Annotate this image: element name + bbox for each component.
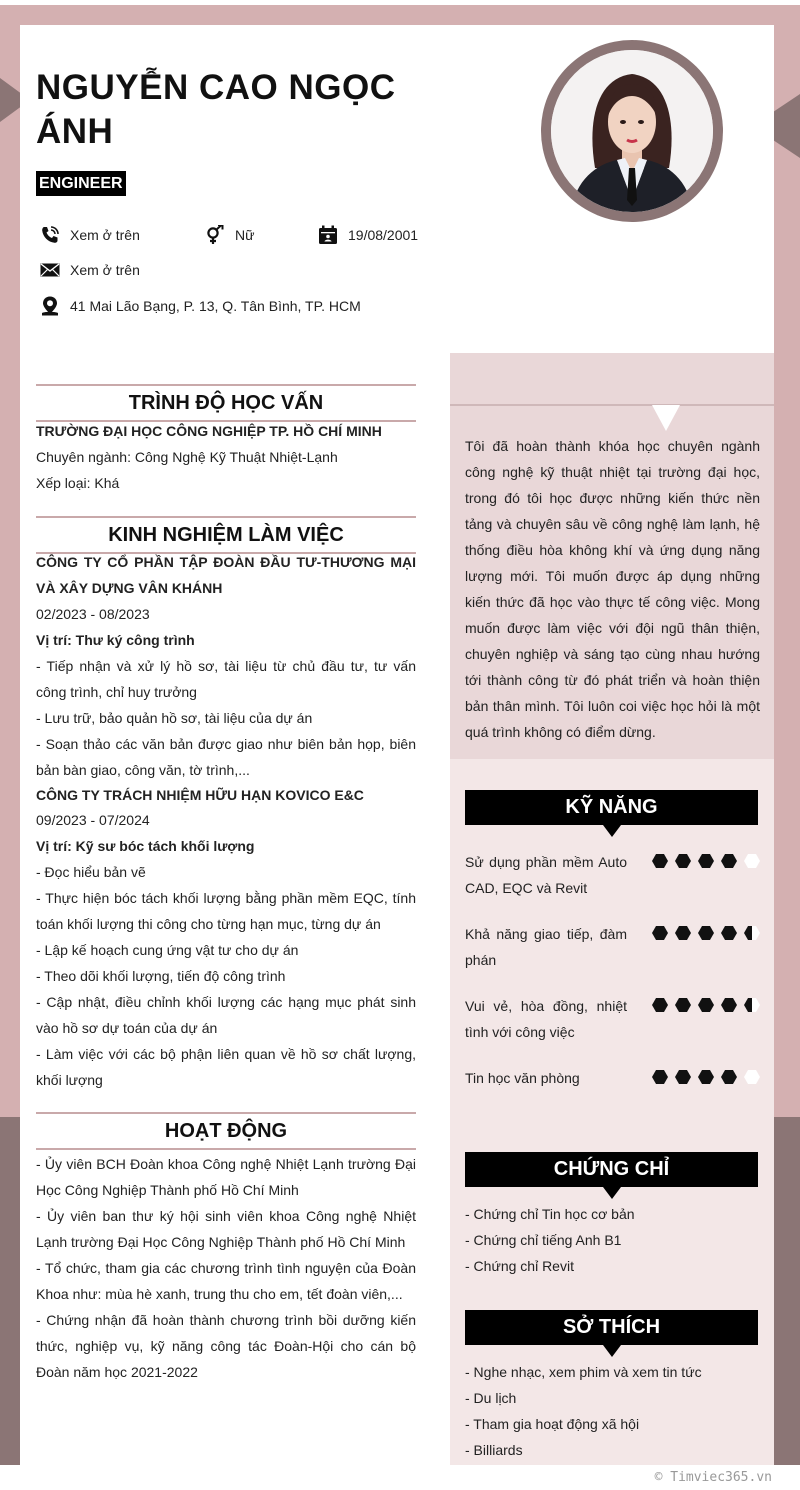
skill-rating (652, 993, 760, 1045)
birthday-value: 19/08/2001 (348, 227, 419, 243)
job-position: Vị trí: Kỹ sư bóc tách khối lượng (36, 838, 255, 854)
experience-heading: KINH NGHIỆM LÀM VIỆC (108, 524, 344, 546)
skill-row (465, 921, 760, 973)
experience-body (36, 549, 416, 1093)
rating-dot (698, 854, 714, 868)
activity-item: - Ủy viên BCH Đoàn khoa Công nghệ Nhiệt Lạnh trường Đại Học Công Nghiệp Thành phố Hồ Chí Minh (36, 1156, 416, 1198)
certificates-list (465, 1201, 760, 1279)
education-heading: TRÌNH ĐỘ HỌC VẤN (128, 392, 324, 414)
activities-rule-top (36, 1112, 416, 1114)
education-body (36, 418, 416, 496)
career-summary: Tôi đã hoàn thành khóa học chuyên ngành công nghệ kỹ thuật nhiệt tại trường đại học, trong đó tôi học được những kiến thức nền tảng và chuyên sâu về công nghệ làm lạnh, hệ thống điều hòa không khí và ứng dụng năng lượng mới. Tôi muốn được áp dụng những kiến thức đã học vào thực tế công việc. Mong muốn được làm việc với đội ngũ thân thiện, chuyên nghiệp và sáng tạo cùng nhau hướng tới thành công từ đó phát triển và hoàn thiện bản thân mình. Tôi luôn coi việc học hỏi là một quá trình không có điểm dừng. (465, 438, 760, 740)
skill-row (465, 1065, 760, 1091)
job-period: 09/2023 - 07/2024 (36, 812, 150, 828)
mail-icon (40, 260, 60, 280)
activity-item: - Ủy viên ban thư ký hội sinh viên khoa Công nghệ Nhiệt Lạnh trường Đại Học Công Nghiệp Thành phố Hồ Chí Minh (36, 1208, 416, 1250)
certificate-item: - Chứng chỉ Revit (465, 1258, 574, 1274)
activities-body (36, 1151, 416, 1385)
email-value: Xem ở trên (70, 262, 140, 278)
company-name: CÔNG TY TRÁCH NHIỆM HỮU HẠN KOVICO E&C (36, 787, 364, 803)
hobby-item: - Tham gia hoạt động xã hội (465, 1416, 640, 1432)
job-duty: - Thực hiện bóc tách khối lượng bằng phần mềm EQC, tính toán khối lượng thi công cho từng hạn mục, từng dự án (36, 890, 416, 932)
rating-dot (744, 998, 760, 1012)
rating-dot (652, 998, 668, 1012)
skills-heading-notch (603, 825, 621, 837)
skills-heading: KỸ NĂNG (465, 790, 758, 825)
rating-dot (652, 854, 668, 868)
certificate-item: - Chứng chỉ tiếng Anh B1 (465, 1232, 622, 1248)
phone-value: Xem ở trên (70, 227, 140, 243)
job-duty: - Theo dõi khối lượng, tiến độ công trình (36, 968, 286, 984)
rating-dot (675, 998, 691, 1012)
top-strip (20, 0, 774, 5)
rating-dot (698, 998, 714, 1012)
rating-dot (698, 926, 714, 940)
rating-dot (744, 854, 760, 868)
summary-notch (652, 405, 680, 431)
rating-dot (721, 1070, 737, 1084)
skill-name: Vui vẻ, hòa đồng, nhiệt tình với công việc (465, 998, 627, 1040)
skill-rating (652, 1065, 760, 1091)
gender-icon (205, 225, 225, 245)
hobby-item: - Nghe nhạc, xem phim và xem tin tức (465, 1364, 702, 1380)
rating-dot (744, 1070, 760, 1084)
footer-watermark: © Timviec365.vn (654, 1470, 772, 1485)
calendar-icon (318, 225, 338, 245)
job-title-badge: ENGINEER (36, 171, 126, 196)
skill-name: Khả năng giao tiếp, đàm phán (465, 926, 627, 968)
rating-dot (652, 1070, 668, 1084)
email-contact (40, 260, 140, 280)
rating-dot (721, 854, 737, 868)
rating-dot (721, 998, 737, 1012)
rating-dot (721, 926, 737, 940)
rating-dot (675, 926, 691, 940)
activity-item: - Tổ chức, tham gia các chương trình tình nguyện của Đoàn Khoa như: mùa hè xanh, trung thu cho em, tết đoàn viên,... (36, 1260, 416, 1302)
rating-dot (698, 1070, 714, 1084)
skill-row (465, 993, 760, 1045)
school-name: TRƯỜNG ĐẠI HỌC CÔNG NGHIỆP TP. HỒ CHÍ MINH (36, 423, 382, 439)
job-duty: - Cập nhật, điều chỉnh khối lượng các hạng mục phát sinh vào hồ sơ dự toán của dự án (36, 994, 416, 1036)
summary-divider (450, 404, 774, 406)
job-period: 02/2023 - 08/2023 (36, 606, 150, 622)
gender-value: Nữ (235, 227, 255, 243)
job-duty: - Lưu trữ, bảo quản hồ sơ, tài liệu của dự án (36, 710, 313, 726)
hobbies-list (465, 1359, 760, 1463)
certificate-item: - Chứng chỉ Tin học cơ bản (465, 1206, 635, 1222)
skill-rating (652, 849, 760, 901)
education-rule-top (36, 384, 416, 386)
phone-contact (40, 225, 140, 245)
activity-item: - Chứng nhận đã hoàn thành chương trình bồi dưỡng kiến thức, nghiệp vụ, kỹ năng công tác Đoàn-Hội cho cán bộ Đoàn năm học 2021-2022 (36, 1312, 416, 1380)
skill-row (465, 849, 760, 901)
skill-name: Sử dụng phần mềm Auto CAD, EQC và Revit (465, 854, 627, 896)
job-duty: - Soạn thảo các văn bản được giao như biên bản họp, biên bản bàn giao, công văn, tờ trình,... (36, 736, 416, 778)
job-duty: - Đọc hiểu bản vẽ (36, 864, 146, 880)
rating-dot (652, 926, 668, 940)
education-major: Chuyên ngành: Công Nghệ Kỹ Thuật Nhiệt-Lạnh (36, 449, 338, 465)
certificates-heading-notch (603, 1187, 621, 1199)
activities-heading: HOẠT ĐỘNG (164, 1120, 288, 1142)
experience-rule-top (36, 516, 416, 518)
phone-icon (40, 225, 60, 245)
company-name: CÔNG TY CỔ PHẦN TẬP ĐOÀN ĐẦU TƯ-THƯƠNG MẠI VÀ XÂY DỰNG VÂN KHÁNH (36, 554, 416, 596)
activities-rule-bottom (36, 1148, 416, 1150)
rating-dot (675, 1070, 691, 1084)
job-duty: - Lập kế hoạch cung ứng vật tư cho dự án (36, 942, 299, 958)
certificates-heading: CHỨNG CHỈ (465, 1152, 758, 1187)
address-value: 41 Mai Lão Bạng, P. 13, Q. Tân Bình, TP. HCM (70, 298, 361, 314)
avatar (551, 50, 713, 212)
job-duty: - Tiếp nhận và xử lý hồ sơ, tài liệu từ chủ đầu tư, tư vấn công trình, chỉ huy trưởng (36, 658, 416, 700)
gender-contact (205, 225, 254, 245)
location-icon (40, 296, 60, 316)
skill-name: Tin học văn phòng (465, 1070, 580, 1086)
job-position: Vị trí: Thư ký công trình (36, 632, 195, 648)
rating-dot (744, 926, 760, 940)
education-rank: Xếp loại: Khá (36, 475, 120, 491)
job-duty: - Làm việc với các bộ phận liên quan về hồ sơ chất lượng, khối lượng (36, 1046, 416, 1088)
portrait-image (551, 50, 713, 212)
hobby-item: - Du lịch (465, 1390, 517, 1406)
hobby-item: - Billiards (465, 1442, 523, 1458)
hobbies-heading-notch (603, 1345, 621, 1357)
hobbies-heading: SỞ THÍCH (465, 1310, 758, 1345)
rating-dot (675, 854, 691, 868)
candidate-name: NGUYỄN CAO NGỌC ÁNH (36, 68, 396, 151)
skill-rating (652, 921, 760, 973)
birthday-contact (318, 225, 418, 245)
address-contact (40, 296, 361, 316)
